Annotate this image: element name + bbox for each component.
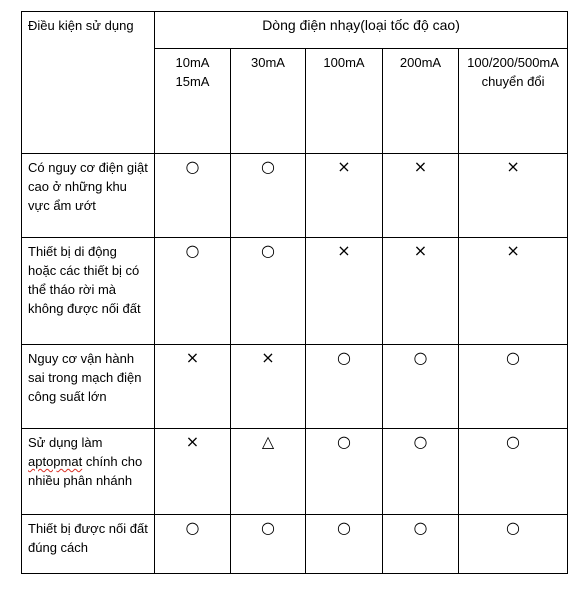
table-row <box>22 154 568 238</box>
table-row <box>22 515 568 574</box>
mark-cell <box>231 515 306 574</box>
column-header-label: 30mA <box>251 55 285 70</box>
mark-cell <box>459 154 568 238</box>
column-header-5 <box>459 49 568 154</box>
mark-cell <box>231 345 306 429</box>
misspelled-word[interactable]: aptopmat <box>28 454 83 469</box>
row-label-cell <box>22 238 155 345</box>
sensitivity-group-label: Dòng điện nhạy(loại tốc độ cao) <box>262 17 460 33</box>
table-row <box>22 238 568 345</box>
mark-cell <box>306 154 383 238</box>
column-header-3 <box>306 49 383 154</box>
suitability-mark: × <box>337 241 351 260</box>
condition-header-label: Điều kiện sử dụng <box>28 18 134 33</box>
mark-cell <box>459 345 568 429</box>
table-row <box>22 429 568 515</box>
mark-cell <box>155 238 231 345</box>
suitability-mark: × <box>185 348 200 367</box>
mark-cell <box>383 515 459 574</box>
suitability-mark: ○ <box>261 157 275 176</box>
table-row <box>22 345 568 429</box>
mark-cell <box>231 238 306 345</box>
row-label: Có nguy cơ điện giật cao ở những khu vực ẩm ướt <box>28 160 148 213</box>
mark-cell <box>155 154 231 238</box>
suitability-mark: ○ <box>413 348 428 367</box>
mark-cell <box>231 154 306 238</box>
suitability-mark: × <box>506 157 520 176</box>
suitability-mark: × <box>337 157 351 176</box>
column-header-label: 100/200/500mA chuyển đổi <box>467 55 559 89</box>
suitability-mark: × <box>185 432 200 451</box>
mark-cell <box>383 429 459 515</box>
suitability-mark: ○ <box>337 432 351 451</box>
sensitivity-group-header <box>155 12 568 49</box>
suitability-mark: × <box>413 241 428 260</box>
mark-cell <box>231 429 306 515</box>
suitability-mark: ○ <box>506 432 521 451</box>
condition-header-cell <box>22 12 155 154</box>
mark-cell <box>155 429 231 515</box>
mark-cell <box>383 345 459 429</box>
column-header-4 <box>383 49 459 154</box>
row-label-cell <box>22 429 155 515</box>
suitability-mark: ○ <box>261 518 275 537</box>
row-label-cell <box>22 515 155 574</box>
mark-cell <box>306 515 383 574</box>
mark-cell <box>155 515 231 574</box>
column-header-1 <box>155 49 231 154</box>
suitability-mark: ○ <box>413 432 428 451</box>
row-label-before: Sử dụng làm <box>28 435 103 450</box>
mark-cell <box>383 154 459 238</box>
suitability-mark: × <box>261 348 275 367</box>
header-row-group <box>22 12 568 49</box>
document-page <box>21 11 568 574</box>
suitability-mark: ○ <box>337 518 351 537</box>
suitability-mark: △ <box>261 432 275 451</box>
suitability-mark: × <box>413 157 428 176</box>
suitability-mark: ○ <box>413 518 428 537</box>
mark-cell <box>459 515 568 574</box>
row-label-cell <box>22 345 155 429</box>
row-label-after: chính cho nhiều phân nhánh <box>28 454 143 488</box>
suitability-mark: ○ <box>185 241 200 260</box>
mark-cell <box>459 238 568 345</box>
mark-cell <box>306 429 383 515</box>
suitability-mark: ○ <box>337 348 351 367</box>
suitability-mark: ○ <box>506 518 521 537</box>
column-header-label: 10mA 15mA <box>175 55 210 89</box>
row-label: Thiết bị được nối đất đúng cách <box>28 521 148 555</box>
suitability-mark: ○ <box>261 241 275 260</box>
suitability-mark: ○ <box>185 157 200 176</box>
column-header-2 <box>231 49 306 154</box>
row-label-cell <box>22 154 155 238</box>
rcd-selection-table <box>21 11 568 574</box>
mark-cell <box>383 238 459 345</box>
mark-cell <box>306 345 383 429</box>
column-header-label: 100mA <box>323 55 365 70</box>
mark-cell <box>155 345 231 429</box>
suitability-mark: × <box>506 241 520 260</box>
mark-cell <box>459 429 568 515</box>
column-header-label: 200mA <box>399 55 442 70</box>
row-label: Thiết bị di động hoặc các thiết bị có thể tháo rời mà không được nối đất <box>28 244 141 316</box>
suitability-mark: ○ <box>185 518 200 537</box>
mark-cell <box>306 238 383 345</box>
row-label: Nguy cơ vận hành sai trong mạch điện công suất lớn <box>28 351 142 404</box>
suitability-mark: ○ <box>506 348 521 367</box>
